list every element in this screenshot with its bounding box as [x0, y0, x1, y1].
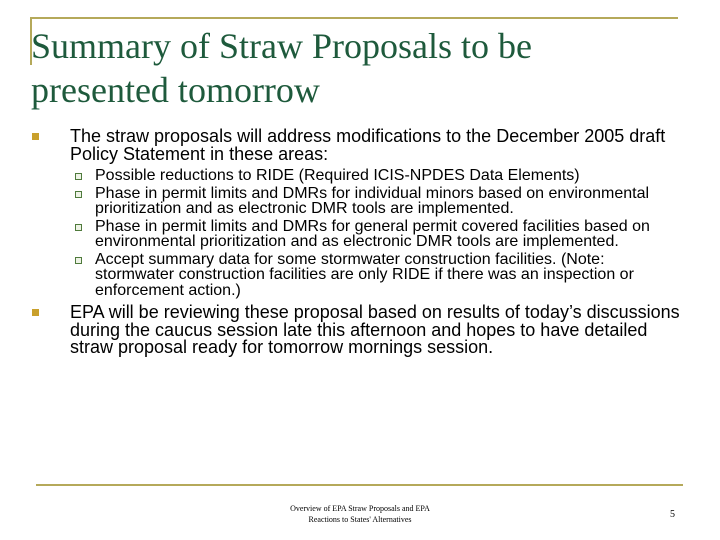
sub-bullet-item: [28, 219, 688, 250]
page-number: 5: [670, 509, 675, 520]
slide-body: [28, 128, 688, 362]
sub-bullet-text: Phase in permit limits and DMRs for individual minors based on environmental prioritization and as electronic DMR tools are implemented.: [95, 184, 650, 217]
sub-bullet-list: [28, 168, 688, 298]
sub-bullet-text: Possible reductions to RIDE (Required ICIS-NPDES Data Elements): [95, 167, 580, 184]
sub-bullet-text: Accept summary data for some stormwater construction facilities. (Note: stormwater construction facilities are only RIDE if there was an inspection or enforcement action.): [95, 250, 634, 299]
hollow-square-bullet-icon: [75, 224, 82, 231]
square-bullet-icon: [32, 133, 39, 140]
bullet-item: [28, 128, 688, 163]
footer-line-1: Overview of EPA Straw Proposals and EPA: [290, 504, 430, 513]
footer-line-2: Reactions to States' Alternatives: [308, 515, 412, 524]
bullet-item: [28, 304, 688, 357]
bullet-text: The straw proposals will address modifications to the December 2005 draft Policy Statement in these areas:: [70, 126, 666, 164]
hollow-square-bullet-icon: [75, 257, 82, 264]
slide-title: Summary of Straw Proposals to be presented tomorrow: [31, 26, 532, 110]
bullet-text: EPA will be reviewing these proposal based on results of today’s discussions during the caucus session late this afternoon and hopes to have detailed straw proposal ready for tomorrow mornings session.: [70, 302, 680, 357]
footer-text: [240, 503, 480, 525]
hollow-square-bullet-icon: [75, 173, 82, 180]
hollow-square-bullet-icon: [75, 191, 82, 198]
top-rule-divider: [30, 17, 678, 19]
bottom-rule-divider: [36, 484, 683, 486]
sub-bullet-text: Phase in permit limits and DMRs for general permit covered facilities based on environmental prioritization and as electronic DMR tools are implemented.: [95, 217, 650, 250]
sub-bullet-item: [28, 168, 688, 184]
sub-bullet-item: [28, 186, 688, 217]
sub-bullet-item: [28, 252, 688, 299]
square-bullet-icon: [32, 309, 39, 316]
